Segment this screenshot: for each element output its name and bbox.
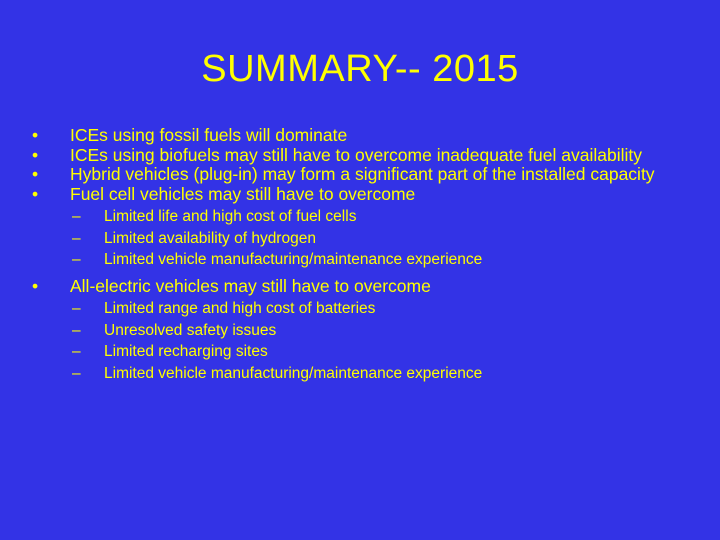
bullet-item xyxy=(32,277,692,297)
bullet-item xyxy=(32,126,692,146)
slide-title: SUMMARY-- 2015 xyxy=(201,48,519,90)
bullet-marker: • xyxy=(32,164,39,184)
sub-bullet-item xyxy=(32,298,692,320)
sub-bullet-text: Limited life and high cost of fuel cells xyxy=(104,208,357,225)
sub-bullet-text: Limited recharging sites xyxy=(104,343,268,360)
dash-marker: – xyxy=(72,251,81,268)
bullet-marker: • xyxy=(32,125,39,145)
sub-bullet-text: Unresolved safety issues xyxy=(104,321,277,339)
sub-bullet-item xyxy=(32,206,692,228)
sub-bullet-text: Limited range and high cost of batteries xyxy=(104,300,376,317)
bullet-text: Hybrid vehicles (plug-in) may form a significant part of the installed capacity xyxy=(70,164,655,184)
bullet-item xyxy=(32,185,692,205)
bullet-text: ICEs using biofuels may still have to overcome inadequate fuel availability xyxy=(70,144,642,165)
dash-marker: – xyxy=(72,364,81,382)
bullet-marker: • xyxy=(32,144,39,165)
bullet-item xyxy=(32,146,692,166)
sub-bullet-item xyxy=(32,249,692,271)
sub-bullet-item xyxy=(32,320,692,342)
slide-body xyxy=(32,126,692,390)
bullet-item xyxy=(32,165,692,185)
sub-bullet-text: Limited vehicle manufacturing/maintenance experience xyxy=(104,251,483,268)
bullet-text: ICEs using fossil fuels will dominate xyxy=(70,125,348,145)
dash-marker: – xyxy=(72,321,81,339)
bullet-text: Fuel cell vehicles may still have to overcome xyxy=(70,183,416,204)
bullet-marker: • xyxy=(32,275,39,296)
bullet-marker: • xyxy=(32,183,39,204)
sub-bullet-item xyxy=(32,228,692,250)
sub-bullet-list xyxy=(32,206,692,271)
dash-marker: – xyxy=(72,343,81,360)
bullet-text: All-electric vehicles may still have to overcome xyxy=(70,275,431,296)
dash-marker: – xyxy=(72,300,81,317)
sub-bullet-text: Limited vehicle manufacturing/maintenance experience xyxy=(104,364,483,382)
sub-bullet-item xyxy=(32,363,692,385)
sub-bullet-item xyxy=(32,341,692,363)
dash-marker: – xyxy=(72,229,81,247)
dash-marker: – xyxy=(72,208,81,225)
sub-bullet-text: Limited availability of hydrogen xyxy=(104,229,316,247)
sub-bullet-list xyxy=(32,298,692,384)
